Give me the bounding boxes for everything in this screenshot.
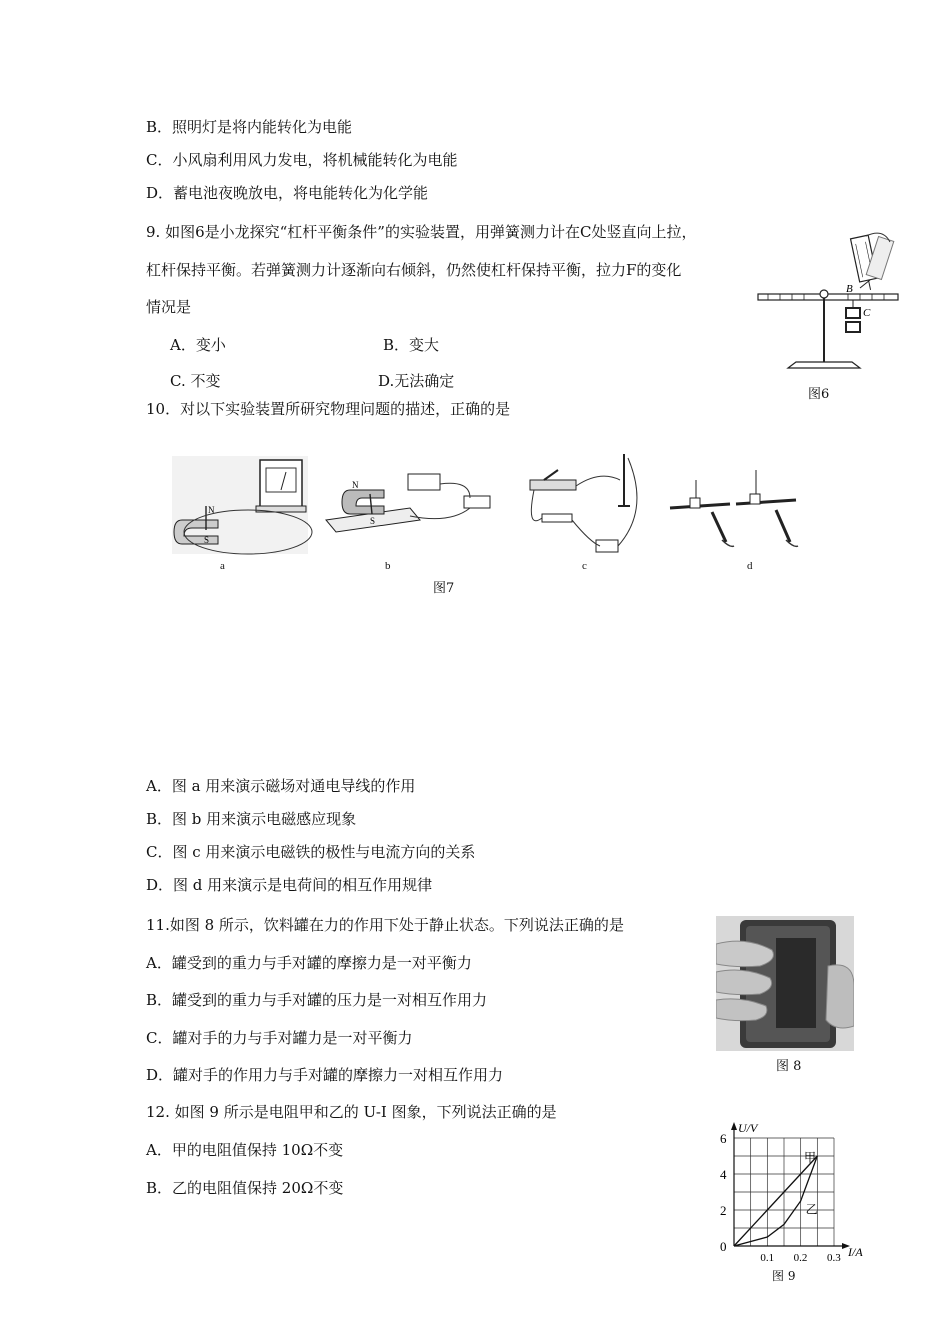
q11-stem: 11.如图 8 所示，饮料罐在力的作用下处于静止状态。下列说法正确的是 [146,916,624,934]
q10-option-a: A．图 a 用来演示磁场对通电导线的作用 [146,777,416,795]
q10-option-b: B．图 b 用来演示电磁感应现象 [146,810,357,828]
y-tick-label: 6 [720,1131,727,1146]
figure-8-caption: 图 8 [776,1059,802,1074]
x-tick-label: 0.1 [760,1252,775,1264]
figure-9-caption: 图 9 [772,1269,796,1283]
series-label-yi: 乙 [805,1202,818,1217]
series-label-jia: 甲 [804,1150,817,1165]
q10-stem: 10．对以下实验装置所研究物理问题的描述，正确的是 [146,400,511,418]
fig7-sub-c: c [582,560,587,572]
q9-stem-line2: 杠杆保持平衡。若弹簧测力计逐渐向右倾斜，仍然使杠杆保持平衡，拉力F的变化 [146,261,682,279]
x-tick-label: 0.3 [827,1252,841,1264]
y-tick-label: 2 [720,1203,727,1218]
figure-6-lever [748,228,908,378]
fig7-sub-a: a [220,560,225,572]
q9-option-c: C. 不变 [170,372,221,390]
fig7b-label-s: S [370,516,376,526]
q9-option-a: A．变小 [170,336,226,354]
fig6-label-b: B [846,283,853,295]
x-axis-label: I/A [848,1245,863,1259]
fig7b-motor-setup [326,474,490,532]
figure-7-apparatus [170,450,810,558]
q8-option-c: C．小风扇利用风力发电，将机械能转化为电能 [146,151,458,169]
q9-stem-line1: 9. 如图6是小龙探究“杠杆平衡条件”的实验装置，用弹簧测力计在C处竖直向上拉， [146,223,697,241]
fig7a-label-n: N [208,505,215,515]
fig7d-charged-rods [670,470,798,546]
y-axis-label: U/V [738,1121,758,1135]
series-line-jia [734,1156,817,1246]
q11-option-b: B．罐受到的重力与手对罐的压力是一对相互作用力 [146,991,488,1009]
q11-option-d: D．罐对手的作用力与手对罐的摩擦力一对相互作用力 [146,1066,504,1084]
fig7b-label-n: N [352,480,359,490]
fig7-sub-d: d [747,560,753,572]
q10-option-d: D．图 d 用来演示是电荷间的相互作用规律 [146,876,433,894]
figure-8-can-photo [716,916,854,1051]
figure-7-caption: 图7 [433,581,455,596]
y-axis-arrow-icon [731,1122,737,1130]
y-tick-label: 4 [720,1167,727,1182]
fig7a-label-s: S [204,535,210,545]
fig6-label-c: C [863,307,871,319]
q12-option-b: B．乙的电阻值保持 20Ω不变 [146,1179,344,1197]
chart-series [734,1156,817,1246]
fig7a-galvanometer-setup [172,456,312,554]
q8-option-b: B．照明灯是将内能转化为电能 [146,118,353,136]
chart-labels [720,1121,863,1264]
q8-option-d: D．蓄电池夜晚放电，将电能转化为化学能 [146,184,429,202]
q12-stem: 12. 如图 9 所示是电阻甲和乙的 U-I 图象，下列说法正确的是 [146,1103,557,1121]
q9-stem-line3: 情况是 [146,298,192,316]
x-tick-label: 0.2 [793,1252,808,1264]
q11-option-c: C．罐对手的力与手对罐力是一对平衡力 [146,1029,413,1047]
q12-option-a: A．甲的电阻值保持 10Ω不变 [146,1141,344,1159]
q9-option-d: D.无法确定 [378,372,455,390]
q10-option-c: C．图 c 用来演示电磁铁的极性与电流方向的关系 [146,843,476,861]
fig7c-electromagnet-setup [530,454,637,552]
q9-option-b: B．变大 [383,336,440,354]
figure-9-ui-chart [712,1108,882,1268]
fig7-sub-b: b [385,560,391,572]
y-tick-label: 0 [720,1239,727,1254]
figure-6-caption: 图6 [808,387,830,402]
q11-option-a: A．罐受到的重力与手对罐的摩擦力是一对平衡力 [146,954,472,972]
